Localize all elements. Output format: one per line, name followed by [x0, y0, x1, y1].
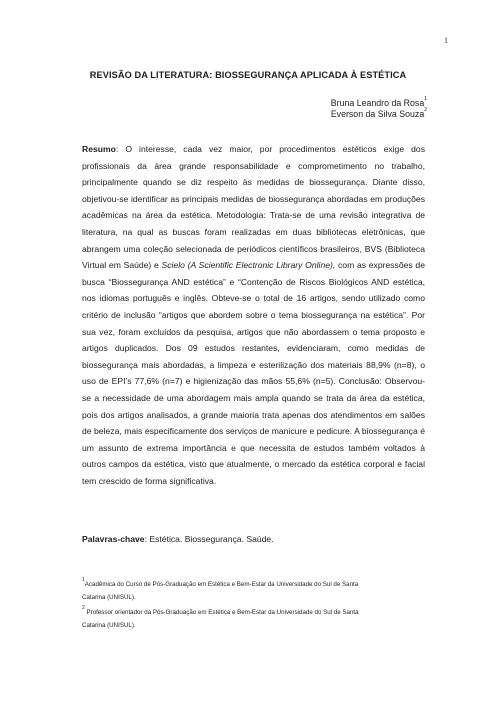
author-footnote-mark: 2	[424, 107, 427, 113]
abstract-label: Resumo	[82, 144, 116, 154]
keywords-label: Palavras-chave	[82, 534, 145, 544]
author-name: Everson da Silva Souza	[330, 109, 425, 119]
author-1	[331, 98, 427, 109]
abstract	[82, 141, 425, 489]
footnote-mark: 1	[82, 577, 85, 583]
author-2	[331, 109, 427, 120]
footnotes	[82, 579, 382, 635]
document-title: REVISÃO DA LITERATURA: BIOSSEGURANÇA APLICADA À ESTÉTICA	[89, 70, 407, 80]
footnote-2	[82, 607, 382, 632]
author-name: Bruna Leandro da Rosa	[330, 98, 425, 108]
footnote-mark: 2	[82, 605, 85, 611]
footnote-1	[82, 579, 382, 604]
keywords	[82, 533, 425, 545]
author-footnote-mark: 1	[424, 96, 427, 102]
footnote-text: Acadêmica do Curso de Pós-Graduação em Estética e Bem-Estar da Universidade do Sul de Santa Catarina (UNISUL).	[82, 581, 359, 601]
footnote-text: Professor orientador da Pós-Graduação em Estética e Bem-Estar da Universidade do Sul de Santa Catarina (UNISUL).	[82, 609, 359, 629]
abstract-italic-text: Scielo (A Scientific Electronic Library Online),	[161, 260, 336, 271]
author-list	[331, 98, 427, 120]
abstract-text-part-2: com as expressões de busca “Biossegurança AND estética” e “Contenção de Riscos Biológicos AND estética, nos idiomas português e inglês. Obteve-se o total de 16 artigos, sendo utilizado como critério de inclusão “artigos que abordem sobre o tema biossegurança na estética”. Por sua vez, foram excluídos da pesquisa, artigos que não abordassem o tema proposto e artigos duplicados. Dos 09 estudos restantes, evidenciaram, como medidas de biossegurança mais abordadas, a limpeza e esterilização dos materiais 88,9% (n=8), o uso de EPI’s 77,6% (n=7) e higienização das mãos 55,6% (n=5). Conclusão: Observou-se a necessidade de uma abordagem mais ampla quando se trata da área da estética, pois dos artigos analisados, a grande maioria trata apenas dos atendimentos em salões de beleza, mais especificamente dos serviços de manicure e pedicure. A biossegurança é um assunto de extrema importância e que necessita de estudos também voltados à outros campos da estética, visto que atualmente, o mercado da estética corporal e facial tem crescido de forma significativa.	[82, 260, 425, 486]
keywords-text: : Estética. Biossegurança. Saúde.	[144, 534, 274, 544]
abstract-text-part-1: : O interesse, cada vez maior, por procedimentos estéticos exige dos profissionais da área grande responsabilidade e comprometimento no trabalho, principalmente quando se diz respeito às medidas de biossegurança. Diante disso, objetivou-se identificar as principais medidas de biossegurança abordadas em produções acadêmicas na área da estética. Metodologia: Trata-se de uma revisão integrativa de literatura, na qual as buscas foram realizadas em duas bibliotecas eletrônicas, que abrangem uma coleção selecionada de periódicos científicos brasileiros, BVS (Biblioteca Virtual em Saúde) e	[82, 144, 425, 271]
page-number: 1	[444, 36, 448, 45]
